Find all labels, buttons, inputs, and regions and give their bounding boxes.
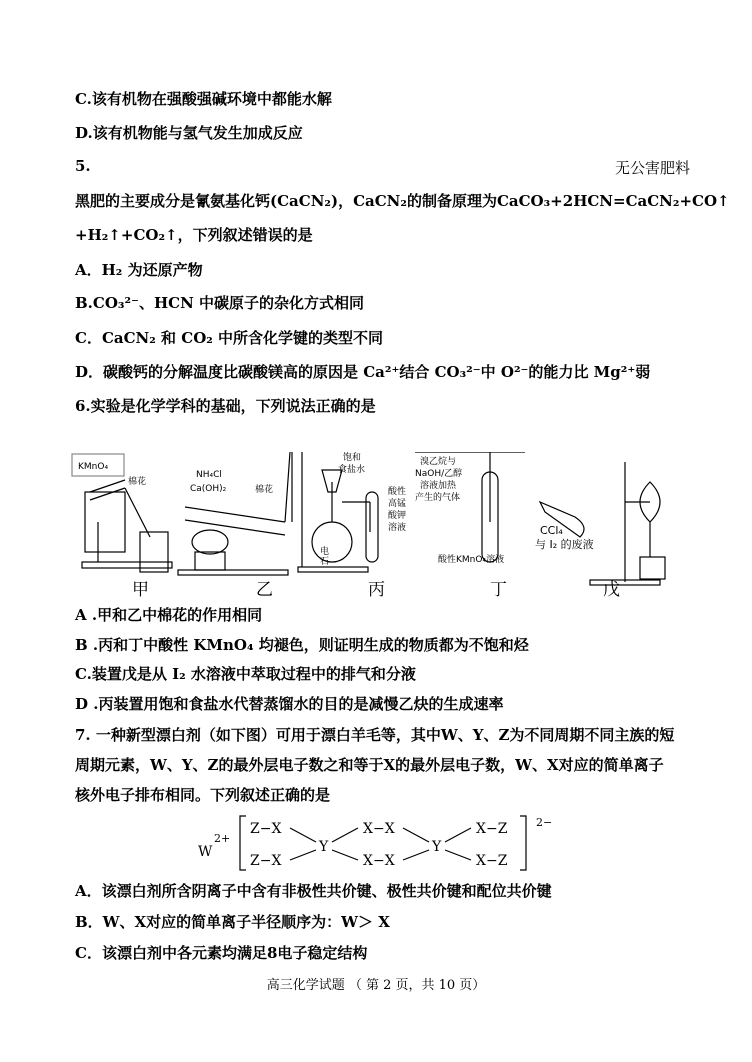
- anion-charge: 2−: [536, 816, 553, 829]
- question-6-text: 6.实验是化学学科的基础，下列说法正确的是: [75, 397, 376, 415]
- question-7-text-1: 7. 一种新型漂白剂（如下图）可用于漂白羊毛等，其中W、Y、Z为不同周期不同主族的短: [75, 726, 675, 744]
- kmno4-label: KMnO₄: [78, 462, 109, 472]
- xz-top: X−Z: [476, 821, 508, 837]
- question-7-text-2: 周期元素，W、Y、Z的最外层电子数之和等于X的最外层电子数，W、X对应的简单离子: [75, 756, 664, 774]
- ding-bottom-label: 酸性KMnO₄溶液: [438, 555, 505, 565]
- question-6-option-c: C.装置戊是从 I₂ 水溶液中萃取过程中的排气和分液: [75, 665, 416, 683]
- question-5-right-text: 无公害肥料: [614, 159, 690, 177]
- acid-kmno4-label-3: 酸钾: [388, 511, 407, 521]
- carbide-label: 电: [320, 547, 330, 557]
- figure-label-bing: 丙: [368, 580, 385, 600]
- ding-top-label-2: NaOH/乙醇: [415, 469, 463, 479]
- w-charge: 2+: [214, 832, 231, 845]
- page-footer: 高三化学试题 （ 第 2 页，共 10 页）: [266, 978, 486, 993]
- question-7-option-a: A．该漂白剂所含阴离子中含有非极性共价键、极性共价键和配位共价键: [75, 882, 552, 900]
- acid-kmno4-label-2: 高锰: [388, 499, 407, 509]
- xz-bot: X−Z: [476, 853, 508, 869]
- figure-label-wu: 戊: [603, 580, 620, 600]
- question-6-option-a: A .甲和乙中棉花的作用相同: [75, 606, 263, 624]
- figure-label-yi: 乙: [256, 580, 273, 600]
- ding-top-label-4: 产生的气体: [415, 493, 461, 503]
- bleach-structure: [198, 812, 558, 874]
- cotton-label-jia: 棉花: [128, 477, 147, 487]
- left-bracket: [240, 816, 246, 870]
- xx-bot: X−X: [363, 853, 395, 869]
- carbide-label-2: 石: [320, 557, 330, 567]
- figure-label-ding: 丁: [490, 580, 507, 600]
- w-symbol: W: [198, 844, 213, 860]
- ding-top-label-3: 溶液加热: [420, 481, 457, 491]
- nh4cl-label: NH₄Cl: [196, 470, 222, 480]
- caoh2-label: Ca(OH)₂: [190, 484, 227, 494]
- question-5-number: 5.: [75, 157, 91, 175]
- zx-bot: Z−X: [250, 853, 282, 869]
- question-5-option-a: A．H₂ 为还原产物: [75, 261, 203, 279]
- xx-top: X−X: [363, 821, 395, 837]
- acid-kmno4-label-4: 溶液: [388, 523, 407, 533]
- question-5-option-c: C．CaCN₂ 和 CO₂ 中所含化学键的类型不同: [75, 329, 384, 347]
- ding-top-label: 溴乙烷与: [420, 457, 457, 467]
- ccl4-label: CCl₄: [540, 524, 563, 537]
- i2-waste-label: 与 I₂ 的废液: [535, 538, 594, 551]
- y-right: Y: [432, 839, 442, 855]
- question-5-text-1: 黑肥的主要成分是氰氨基化钙(CaCN₂)，CaCN₂的制备原理为CaCO₃+2HCN=CaCN₂+CO↑: [75, 192, 730, 210]
- question-5-option-b: B.CO₃²⁻、HCN 中碳原子的杂化方式相同: [75, 294, 365, 312]
- brine-label-2: 食盐水: [338, 465, 366, 475]
- question-7-option-c: C．该漂白剂中各元素均满足8电子稳定结构: [75, 944, 368, 962]
- question-6-option-b: B .丙和丁中酸性 KMnO₄ 均褪色，则证明生成的物质都为不饱和烃: [75, 636, 529, 654]
- question-7-text-3: 核外电子排布相同。下列叙述正确的是: [75, 786, 331, 804]
- question-5-text-2: +H₂↑+CO₂↑，下列叙述错误的是: [75, 226, 313, 244]
- question-5-option-d: D．碳酸钙的分解温度比碳酸镁高的原因是 Ca²⁺结合 CO₃²⁻中 O²⁻的能力比 Mg²⁺弱: [75, 363, 651, 381]
- figure-label-jia: 甲: [132, 580, 149, 600]
- brine-label: 饱和: [343, 453, 362, 463]
- acid-kmno4-label: 酸性: [388, 487, 407, 497]
- y-left: Y: [319, 839, 329, 855]
- zx-top: Z−X: [250, 821, 282, 837]
- cotton-label-yi: 棉花: [255, 485, 274, 495]
- right-bracket: [520, 816, 526, 870]
- option-d-prev: D.该有机物能与氢气发生加成反应: [75, 124, 303, 142]
- option-c-prev: C.该有机物在强酸强碱环境中都能水解: [75, 90, 332, 108]
- question-7-option-b: B．W、X对应的简单离子半径顺序为：W＞ X: [75, 913, 390, 931]
- question-6-option-d: D .丙装置用饱和食盐水代替蒸馏水的目的是减慢乙炔的生成速率: [75, 695, 504, 713]
